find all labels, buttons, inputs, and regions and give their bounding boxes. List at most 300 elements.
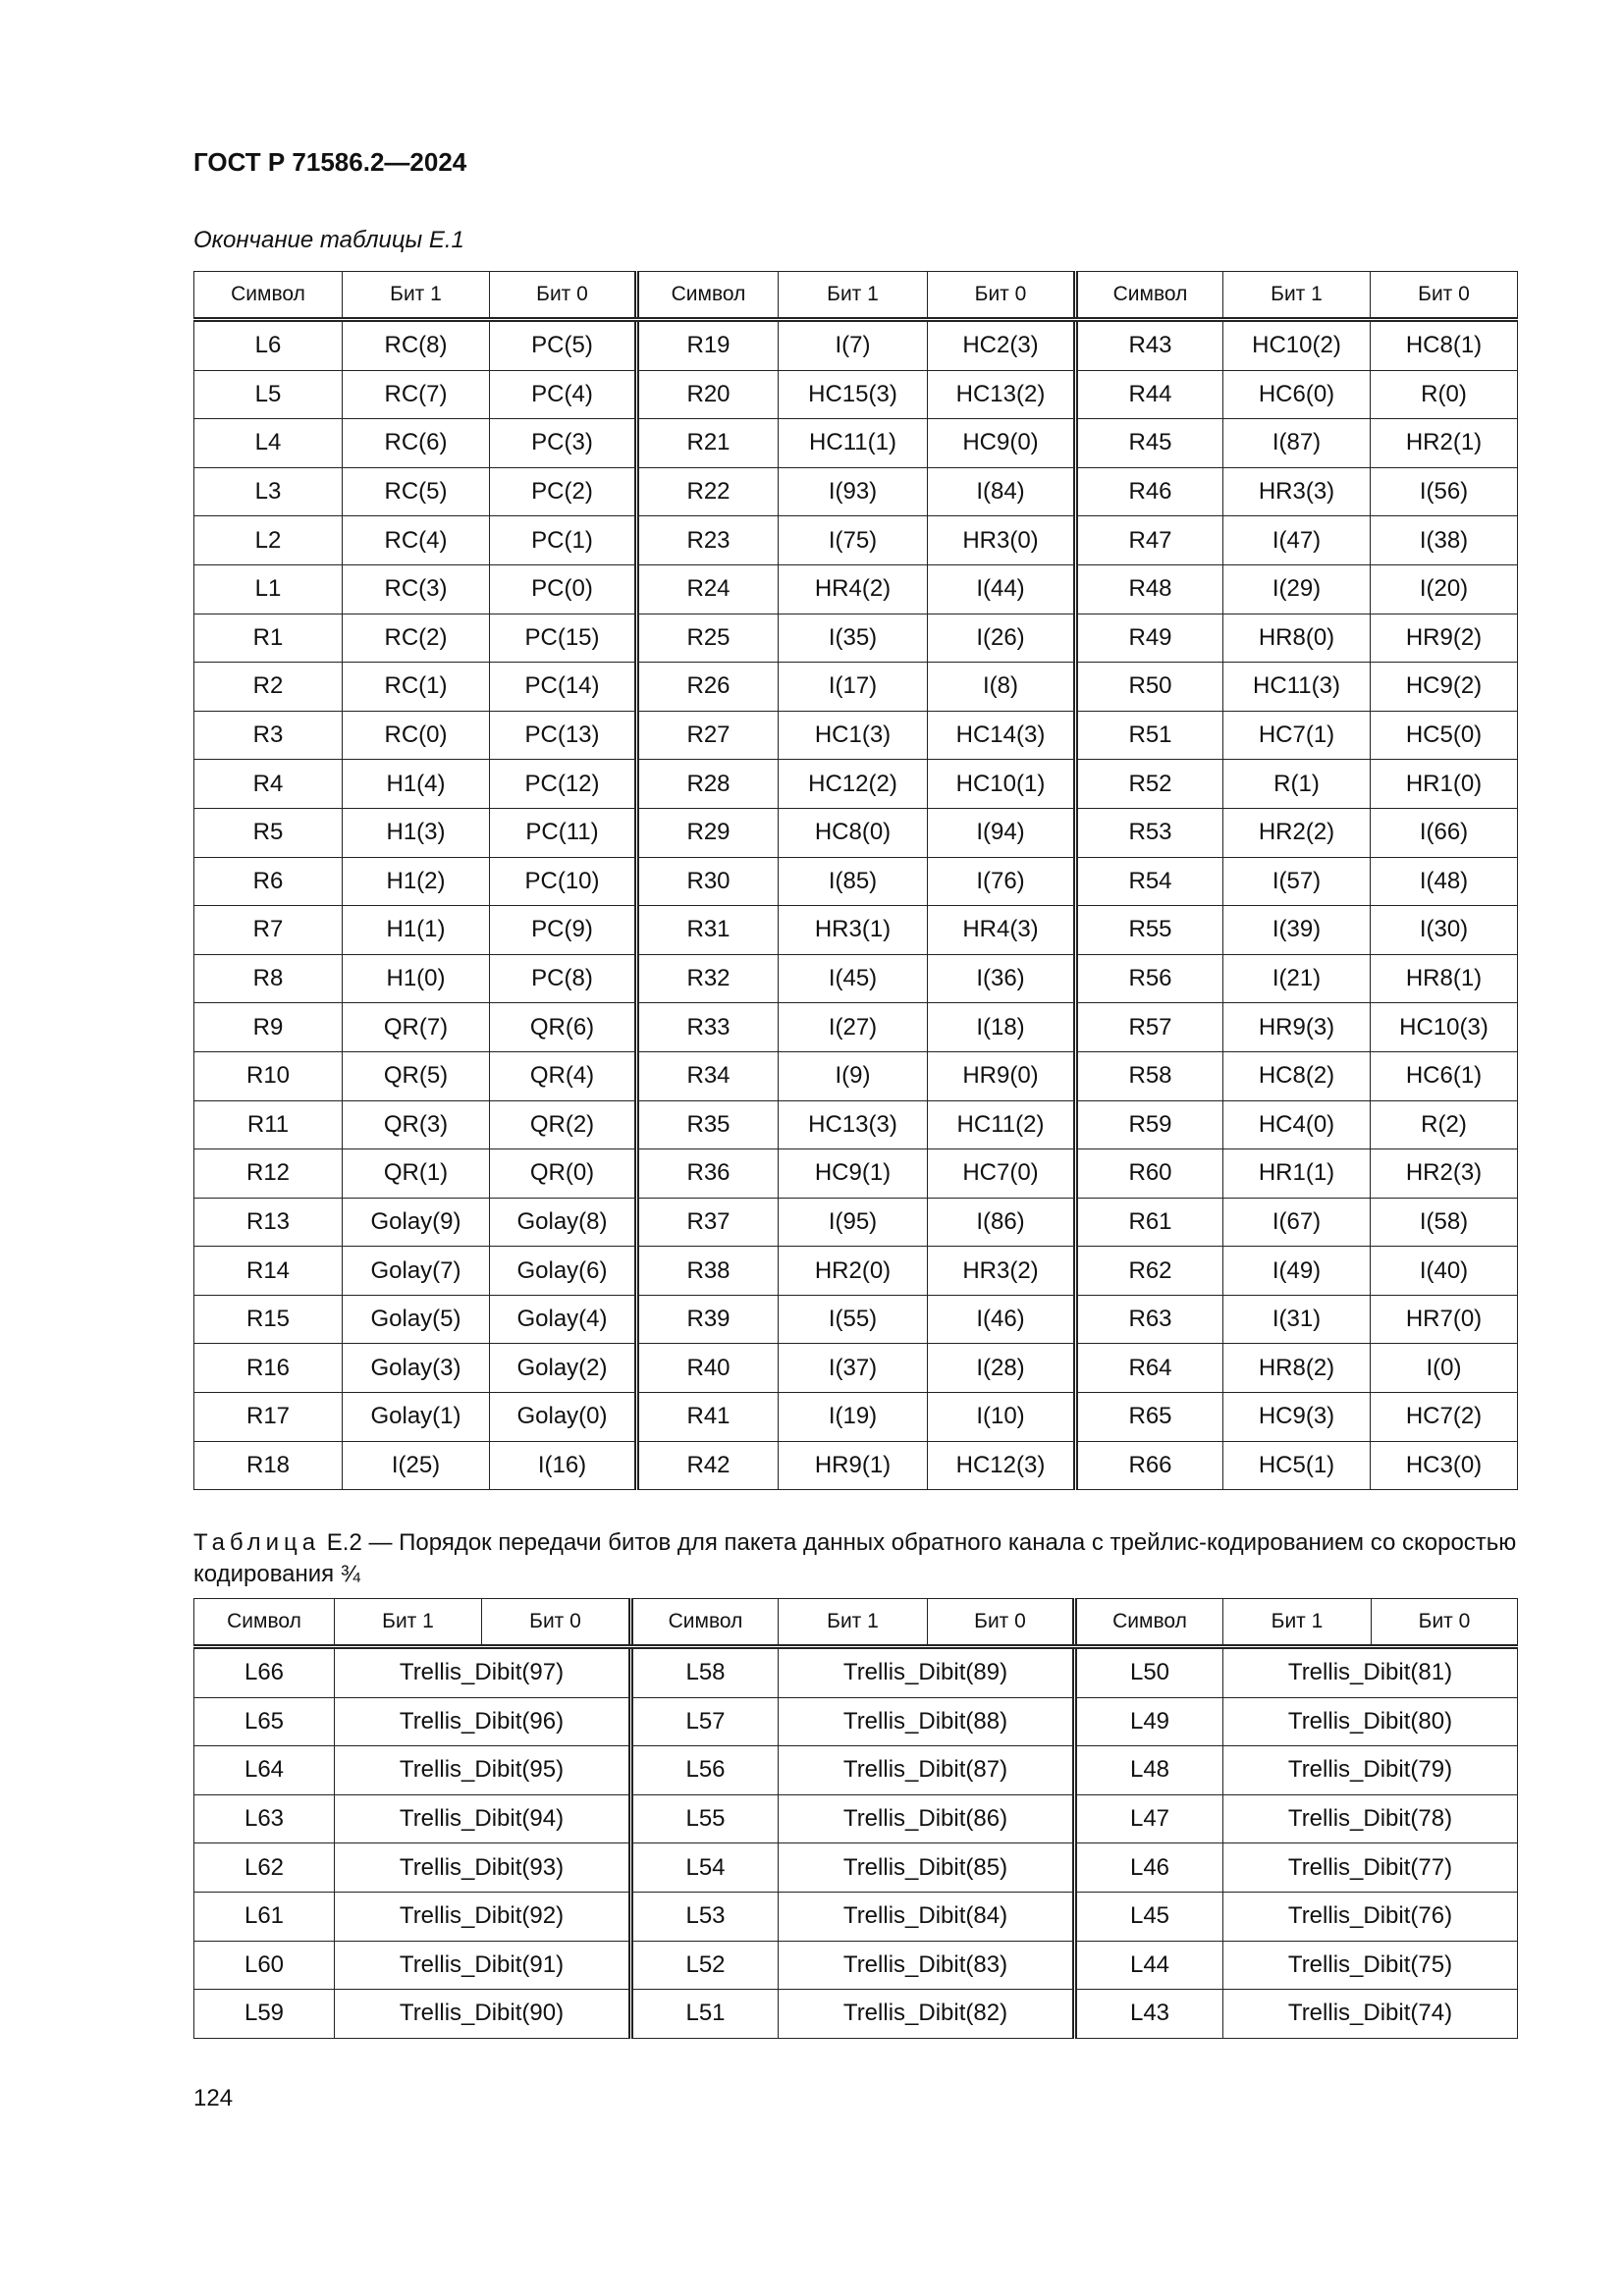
column-header: Символ [194, 1599, 335, 1647]
table-cell: I(26) [928, 614, 1076, 663]
column-header: Бит 1 [1223, 1599, 1372, 1647]
table-cell: R58 [1076, 1051, 1223, 1100]
table-cell: Trellis_Dibit(95) [335, 1746, 631, 1795]
table-cell: L64 [194, 1746, 335, 1795]
table-row [194, 1892, 1518, 1941]
table-cell: I(38) [1371, 516, 1518, 565]
table-cell: HC9(0) [928, 419, 1076, 468]
table-row [194, 808, 1518, 857]
table-cell: Trellis_Dibit(78) [1223, 1794, 1518, 1843]
table-cell: HC1(3) [779, 711, 928, 760]
table-cell: I(30) [1371, 906, 1518, 955]
table-cell: I(66) [1371, 808, 1518, 857]
column-header: Бит 0 [1372, 1599, 1518, 1647]
table-cell: R24 [637, 564, 779, 614]
table-cell: PC(15) [490, 614, 637, 663]
table-cell: HR8(0) [1223, 614, 1371, 663]
table-cell: HR9(3) [1223, 1003, 1371, 1052]
table-cell: R14 [194, 1247, 343, 1296]
table-cell: L49 [1075, 1697, 1223, 1746]
table-cell: Trellis_Dibit(87) [779, 1746, 1075, 1795]
table-cell: I(95) [779, 1198, 928, 1247]
table-cell: PC(5) [490, 320, 637, 371]
table-cell: HC9(2) [1371, 663, 1518, 712]
table-cell: R22 [637, 467, 779, 516]
table-cell: R65 [1076, 1393, 1223, 1442]
table-cell: R3 [194, 711, 343, 760]
table-cell: HC7(2) [1371, 1393, 1518, 1442]
table-e2-header-row [194, 1599, 1518, 1647]
table-cell: I(31) [1223, 1295, 1371, 1344]
table-cell: Golay(3) [343, 1344, 490, 1393]
table-cell: HR3(0) [928, 516, 1076, 565]
table-cell: R33 [637, 1003, 779, 1052]
table-cell: R(1) [1223, 760, 1371, 809]
table-row [194, 857, 1518, 906]
table-cell: L60 [194, 1941, 335, 1990]
table-cell: Trellis_Dibit(93) [335, 1843, 631, 1893]
table-cell: HC7(0) [928, 1149, 1076, 1199]
column-header: Символ [1075, 1599, 1223, 1647]
table-cell: R29 [637, 808, 779, 857]
table-row [194, 1794, 1518, 1843]
table-cell: R43 [1076, 320, 1223, 371]
table-cell: R28 [637, 760, 779, 809]
table-cell: HR1(0) [1371, 760, 1518, 809]
table-row [194, 1843, 1518, 1893]
table-cell: Trellis_Dibit(83) [779, 1941, 1075, 1990]
column-header: Символ [1076, 272, 1223, 320]
table-cell: L65 [194, 1697, 335, 1746]
table-cell: HR9(1) [779, 1441, 928, 1490]
table-cell: I(7) [779, 320, 928, 371]
table-row [194, 1441, 1518, 1490]
table-row [194, 564, 1518, 614]
table-cell: HC8(1) [1371, 320, 1518, 371]
table-cell: Trellis_Dibit(85) [779, 1843, 1075, 1893]
table-cell: HC8(2) [1223, 1051, 1371, 1100]
table-cell: R11 [194, 1100, 343, 1149]
table-cell: R20 [637, 370, 779, 419]
table-cell: HC13(2) [928, 370, 1076, 419]
table-cell: R50 [1076, 663, 1223, 712]
table-cell: R18 [194, 1441, 343, 1490]
table-row [194, 1990, 1518, 2039]
table-row [194, 1295, 1518, 1344]
table-cell: Trellis_Dibit(91) [335, 1941, 631, 1990]
table-cell: Trellis_Dibit(81) [1223, 1647, 1518, 1698]
table-cell: HC6(1) [1371, 1051, 1518, 1100]
table-cell: R17 [194, 1393, 343, 1442]
table-cell: I(57) [1223, 857, 1371, 906]
table-cell: HC4(0) [1223, 1100, 1371, 1149]
column-header: Бит 0 [928, 1599, 1075, 1647]
table-cell: HR8(2) [1223, 1344, 1371, 1393]
table-cell: I(87) [1223, 419, 1371, 468]
table-row [194, 1647, 1518, 1698]
table-cell: HC14(3) [928, 711, 1076, 760]
table-e2-caption-text: Е.2 — Порядок передачи битов для пакета данных обратного канала с трейлис-кодированием со скоростью кодирования ¾ [193, 1529, 1517, 1587]
table-cell: I(76) [928, 857, 1076, 906]
table-cell: I(84) [928, 467, 1076, 516]
table-cell: H1(0) [343, 954, 490, 1003]
table-row [194, 516, 1518, 565]
table-cell: R41 [637, 1393, 779, 1442]
table-cell: RC(7) [343, 370, 490, 419]
table-row [194, 614, 1518, 663]
table-row [194, 906, 1518, 955]
table-cell: I(94) [928, 808, 1076, 857]
table-row [194, 1746, 1518, 1795]
table-cell: R35 [637, 1100, 779, 1149]
table-cell: L5 [194, 370, 343, 419]
column-header: Бит 0 [482, 1599, 631, 1647]
table-cell: I(25) [343, 1441, 490, 1490]
table-cell: PC(12) [490, 760, 637, 809]
table-cell: R16 [194, 1344, 343, 1393]
table-cell: I(44) [928, 564, 1076, 614]
table-cell: Golay(9) [343, 1198, 490, 1247]
table-cell: I(17) [779, 663, 928, 712]
table-cell: Trellis_Dibit(86) [779, 1794, 1075, 1843]
table-cell: QR(1) [343, 1149, 490, 1199]
table-cell: R62 [1076, 1247, 1223, 1296]
table-cell: R5 [194, 808, 343, 857]
table-cell: L61 [194, 1892, 335, 1941]
table-cell: R1 [194, 614, 343, 663]
table-cell: HR3(2) [928, 1247, 1076, 1296]
table-cell: HC10(1) [928, 760, 1076, 809]
table-cell: HR4(3) [928, 906, 1076, 955]
table-cell: R34 [637, 1051, 779, 1100]
table-cell: R40 [637, 1344, 779, 1393]
table-cell: HR3(1) [779, 906, 928, 955]
table-cell: R63 [1076, 1295, 1223, 1344]
table-cell: PC(3) [490, 419, 637, 468]
table-cell: R49 [1076, 614, 1223, 663]
table-cell: RC(1) [343, 663, 490, 712]
table-cell: QR(0) [490, 1149, 637, 1199]
table-cell: HC7(1) [1223, 711, 1371, 760]
table-cell: I(75) [779, 516, 928, 565]
table-cell: Trellis_Dibit(84) [779, 1892, 1075, 1941]
table-cell: R37 [637, 1198, 779, 1247]
table-cell: R19 [637, 320, 779, 371]
table-cell: L1 [194, 564, 343, 614]
column-header: Символ [194, 272, 343, 320]
table-cell: L48 [1075, 1746, 1223, 1795]
table-cell: HC3(0) [1371, 1441, 1518, 1490]
table-cell: HR9(0) [928, 1051, 1076, 1100]
table-row [194, 467, 1518, 516]
table-cell: QR(3) [343, 1100, 490, 1149]
column-header: Бит 1 [779, 1599, 928, 1647]
table-cell: H1(1) [343, 906, 490, 955]
table-cell: HC2(3) [928, 320, 1076, 371]
table-cell: Trellis_Dibit(89) [779, 1647, 1075, 1698]
table-cell: L47 [1075, 1794, 1223, 1843]
table-cell: I(93) [779, 467, 928, 516]
table-cell: I(18) [928, 1003, 1076, 1052]
table-cell: HR1(1) [1223, 1149, 1371, 1199]
table-cell: L54 [631, 1843, 779, 1893]
table-cell: I(47) [1223, 516, 1371, 565]
table-cell: PC(10) [490, 857, 637, 906]
table-cell: Golay(1) [343, 1393, 490, 1442]
table-cell: RC(4) [343, 516, 490, 565]
table-cell: Trellis_Dibit(80) [1223, 1697, 1518, 1746]
table-cell: R23 [637, 516, 779, 565]
table-cell: L57 [631, 1697, 779, 1746]
table-e2-caption [193, 1527, 1517, 1590]
table-cell: I(67) [1223, 1198, 1371, 1247]
table-cell: I(46) [928, 1295, 1076, 1344]
table-cell: RC(6) [343, 419, 490, 468]
table-cell: Trellis_Dibit(79) [1223, 1746, 1518, 1795]
table-cell: R52 [1076, 760, 1223, 809]
table-cell: R64 [1076, 1344, 1223, 1393]
table-cell: R27 [637, 711, 779, 760]
table-cell: HR4(2) [779, 564, 928, 614]
table-cell: Trellis_Dibit(82) [779, 1990, 1075, 2039]
table-cell: HR7(0) [1371, 1295, 1518, 1344]
table-row [194, 320, 1518, 371]
table-cell: QR(2) [490, 1100, 637, 1149]
table-cell: QR(5) [343, 1051, 490, 1100]
table-cell: Trellis_Dibit(92) [335, 1892, 631, 1941]
table-cell: HC5(1) [1223, 1441, 1371, 1490]
table-cell: HR2(1) [1371, 419, 1518, 468]
table-cell: L3 [194, 467, 343, 516]
table-cell: L53 [631, 1892, 779, 1941]
table-cell: L46 [1075, 1843, 1223, 1893]
table-cell: Trellis_Dibit(94) [335, 1794, 631, 1843]
table-cell: I(40) [1371, 1247, 1518, 1296]
column-header: Бит 0 [928, 272, 1076, 320]
table-cell: L62 [194, 1843, 335, 1893]
column-header: Бит 1 [335, 1599, 482, 1647]
table-cell: L45 [1075, 1892, 1223, 1941]
table-cell: Golay(5) [343, 1295, 490, 1344]
table-cell: I(58) [1371, 1198, 1518, 1247]
table-cell: L50 [1075, 1647, 1223, 1698]
table-cell: HR3(3) [1223, 467, 1371, 516]
column-header: Символ [631, 1599, 779, 1647]
table-cell: HC12(3) [928, 1441, 1076, 1490]
table-row [194, 760, 1518, 809]
table-cell: HC5(0) [1371, 711, 1518, 760]
table-cell: PC(0) [490, 564, 637, 614]
table-cell: I(8) [928, 663, 1076, 712]
column-header: Бит 1 [1223, 272, 1371, 320]
table-cell: R9 [194, 1003, 343, 1052]
table-cell: R55 [1076, 906, 1223, 955]
table-cell: R32 [637, 954, 779, 1003]
table-cell: R38 [637, 1247, 779, 1296]
table-cell: R39 [637, 1295, 779, 1344]
table-cell: RC(2) [343, 614, 490, 663]
table-row [194, 1697, 1518, 1746]
table-cell: I(35) [779, 614, 928, 663]
table-cell: R(0) [1371, 370, 1518, 419]
table-cell: Golay(6) [490, 1247, 637, 1296]
table-cell: PC(14) [490, 663, 637, 712]
table-cell: L56 [631, 1746, 779, 1795]
table-e2 [193, 1598, 1518, 2039]
table-cell: I(48) [1371, 857, 1518, 906]
table-cell: R46 [1076, 467, 1223, 516]
table-cell: PC(4) [490, 370, 637, 419]
table-cell: I(16) [490, 1441, 637, 1490]
table-cell: I(85) [779, 857, 928, 906]
table-cell: R47 [1076, 516, 1223, 565]
table-cell: Trellis_Dibit(74) [1223, 1990, 1518, 2039]
table-row [194, 1941, 1518, 1990]
table-row [194, 1247, 1518, 1296]
table-cell: PC(1) [490, 516, 637, 565]
table-cell: R51 [1076, 711, 1223, 760]
table-cell: PC(11) [490, 808, 637, 857]
table-e1-header-row [194, 272, 1518, 320]
table-cell: H1(2) [343, 857, 490, 906]
table-cell: RC(5) [343, 467, 490, 516]
table-cell: I(21) [1223, 954, 1371, 1003]
table-cell: PC(13) [490, 711, 637, 760]
table-cell: HC9(3) [1223, 1393, 1371, 1442]
table-cell: R61 [1076, 1198, 1223, 1247]
table-cell: L51 [631, 1990, 779, 2039]
table-cell: L55 [631, 1794, 779, 1843]
table-cell: I(39) [1223, 906, 1371, 955]
table-cell: I(10) [928, 1393, 1076, 1442]
table-cell: R(2) [1371, 1100, 1518, 1149]
table-cell: R6 [194, 857, 343, 906]
table-cell: Golay(4) [490, 1295, 637, 1344]
table-cell: HC12(2) [779, 760, 928, 809]
table-cell: Trellis_Dibit(75) [1223, 1941, 1518, 1990]
table-cell: R59 [1076, 1100, 1223, 1149]
table-cell: L4 [194, 419, 343, 468]
table-cell: L63 [194, 1794, 335, 1843]
table-cell: HC11(2) [928, 1100, 1076, 1149]
table-cell: QR(4) [490, 1051, 637, 1100]
table-row [194, 954, 1518, 1003]
table-cell: Trellis_Dibit(97) [335, 1647, 631, 1698]
table-cell: I(9) [779, 1051, 928, 1100]
page-number: 124 [193, 2085, 234, 2111]
table-row [194, 663, 1518, 712]
table-cell: I(28) [928, 1344, 1076, 1393]
table-cell: R42 [637, 1441, 779, 1490]
table-e2-caption-label: Таблица [193, 1529, 321, 1556]
column-header: Бит 1 [343, 272, 490, 320]
table-cell: L66 [194, 1647, 335, 1698]
table-cell: L52 [631, 1941, 779, 1990]
table-cell: RC(3) [343, 564, 490, 614]
table-cell: R60 [1076, 1149, 1223, 1199]
table-cell: R36 [637, 1149, 779, 1199]
table-cell: HR9(2) [1371, 614, 1518, 663]
table-cell: L2 [194, 516, 343, 565]
table-cell: L59 [194, 1990, 335, 2039]
table-row [194, 370, 1518, 419]
table-cell: I(19) [779, 1393, 928, 1442]
table-cell: HC11(1) [779, 419, 928, 468]
table-cell: R21 [637, 419, 779, 468]
table-cell: R66 [1076, 1441, 1223, 1490]
table-cell: I(86) [928, 1198, 1076, 1247]
table-row [194, 1344, 1518, 1393]
table-row [194, 1198, 1518, 1247]
table-cell: Trellis_Dibit(77) [1223, 1843, 1518, 1893]
table-cell: HC15(3) [779, 370, 928, 419]
table-row [194, 1149, 1518, 1199]
table-cell: R12 [194, 1149, 343, 1199]
table-cell: R13 [194, 1198, 343, 1247]
column-header: Бит 0 [1371, 272, 1518, 320]
table-cell: Trellis_Dibit(88) [779, 1697, 1075, 1746]
table-cell: PC(2) [490, 467, 637, 516]
table-cell: I(29) [1223, 564, 1371, 614]
table-cell: Trellis_Dibit(90) [335, 1990, 631, 2039]
document-code: ГОСТ Р 71586.2—2024 [193, 147, 467, 177]
table-cell: I(49) [1223, 1247, 1371, 1296]
table-cell: HC10(3) [1371, 1003, 1518, 1052]
table-cell: I(27) [779, 1003, 928, 1052]
table-cell: R30 [637, 857, 779, 906]
table-cell: I(37) [779, 1344, 928, 1393]
table-cell: RC(8) [343, 320, 490, 371]
table-cell: H1(3) [343, 808, 490, 857]
table-cell: R53 [1076, 808, 1223, 857]
table-cell: R25 [637, 614, 779, 663]
column-header: Бит 1 [779, 272, 928, 320]
table-cell: R56 [1076, 954, 1223, 1003]
table-cell: H1(4) [343, 760, 490, 809]
table-cell: I(45) [779, 954, 928, 1003]
table-cell: L58 [631, 1647, 779, 1698]
table-cell: I(56) [1371, 467, 1518, 516]
table-cell: R45 [1076, 419, 1223, 468]
table-cell: R4 [194, 760, 343, 809]
table-cell: Golay(2) [490, 1344, 637, 1393]
table-cell: HC9(1) [779, 1149, 928, 1199]
table-cell: PC(8) [490, 954, 637, 1003]
table-cell: PC(9) [490, 906, 637, 955]
table-cell: RC(0) [343, 711, 490, 760]
table-row [194, 711, 1518, 760]
table-row [194, 1393, 1518, 1442]
table-row [194, 419, 1518, 468]
table-cell: Trellis_Dibit(76) [1223, 1892, 1518, 1941]
table-row [194, 1100, 1518, 1149]
table-cell: R48 [1076, 564, 1223, 614]
column-header: Бит 0 [490, 272, 637, 320]
table-cell: HC13(3) [779, 1100, 928, 1149]
table-row [194, 1051, 1518, 1100]
table-cell: I(36) [928, 954, 1076, 1003]
table-e1-caption: Окончание таблицы Е.1 [193, 227, 464, 253]
table-row [194, 1003, 1518, 1052]
table-cell: Golay(7) [343, 1247, 490, 1296]
table-cell: I(0) [1371, 1344, 1518, 1393]
table-cell: R7 [194, 906, 343, 955]
table-cell: HR2(2) [1223, 808, 1371, 857]
table-cell: R44 [1076, 370, 1223, 419]
table-cell: L44 [1075, 1941, 1223, 1990]
table-cell: L43 [1075, 1990, 1223, 2039]
table-e1 [193, 271, 1518, 1490]
